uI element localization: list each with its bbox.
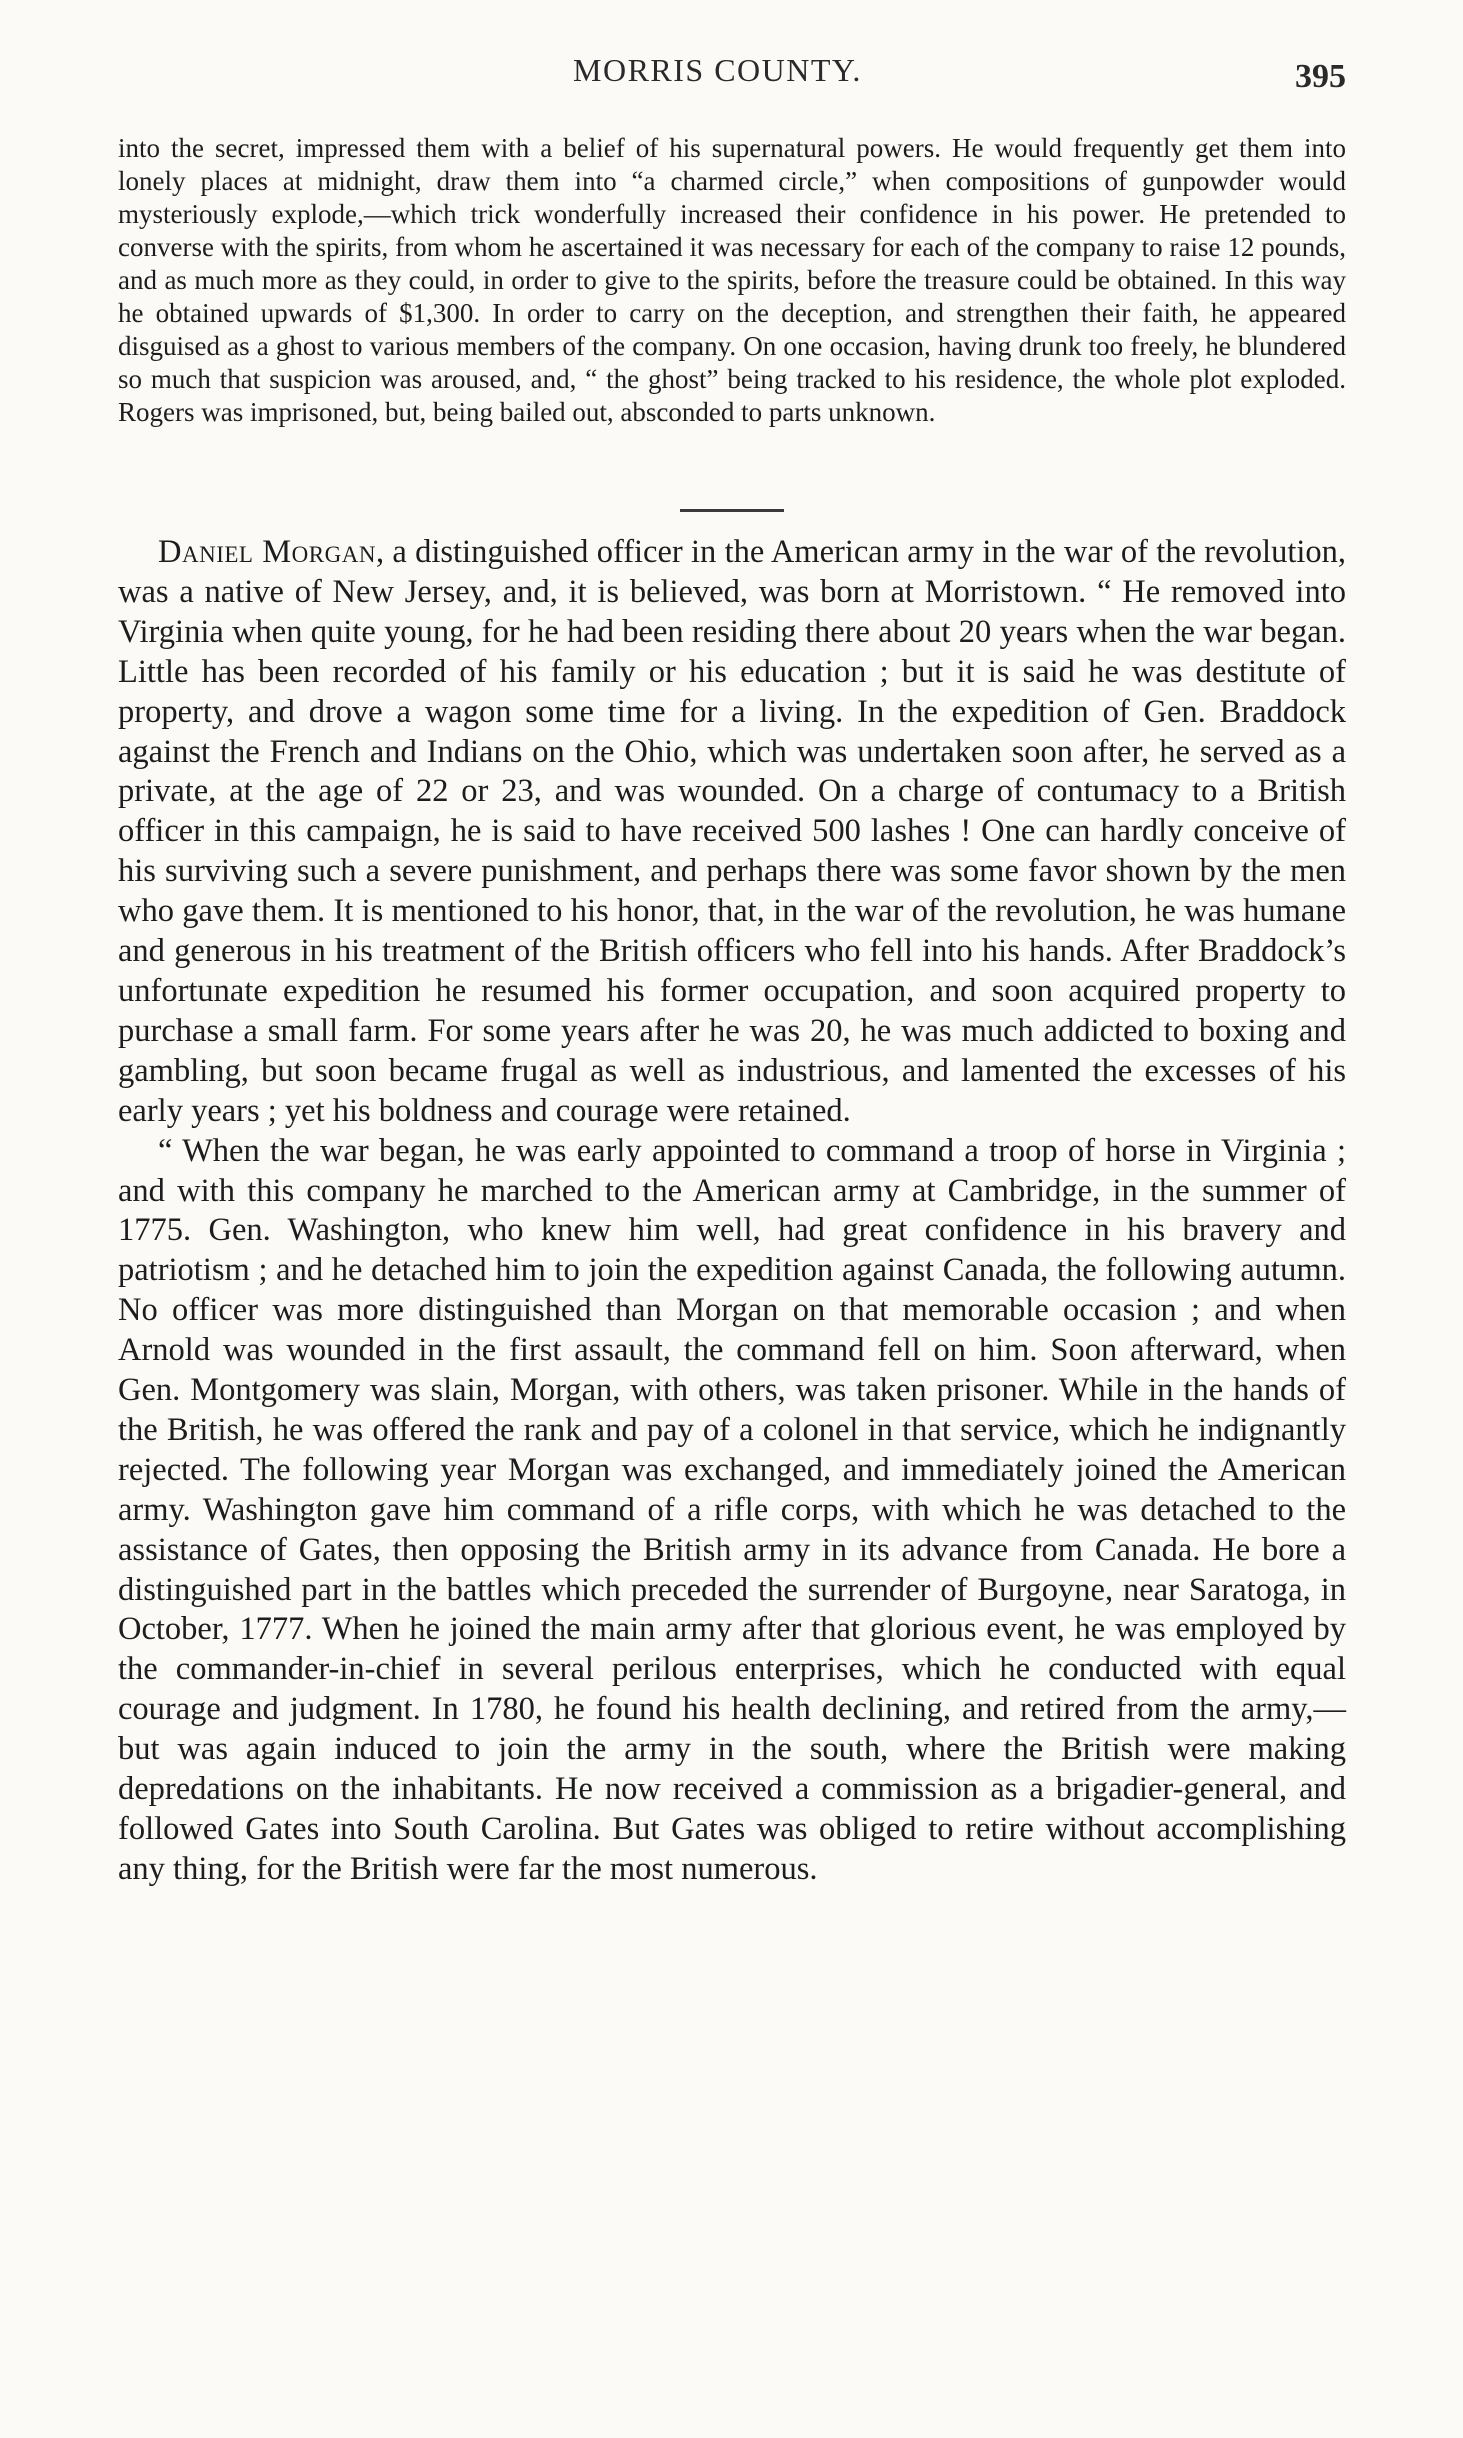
page-number: 395 [1295,58,1346,95]
morgan-section [118,533,1346,1890]
morgan-paragraph-2: “ When the war began, he was early appointed to command a troop of horse in Virginia ; and with this company he marched to the American army at Cambridge, in the summer of 1775. Gen. Washington, who knew him well, had great confidence in his bravery and patriotism ; and he detached him to join the expedition against Canada, the following autumn. No officer was more distinguished than Morgan on that memorable occasion ; and when Arnold was wounded in the first assault, the command fell on him. Soon afterward, when Gen. Montgomery was slain, Morgan, with others, was taken prisoner. While in the hands of the British, he was offered the rank and pay of a colonel in that service, which he indignantly rejected. The following year Morgan was exchanged, and immediately joined the American army. Washington gave him command of a rifle corps, with which he was detached to the assistance of Gates, then opposing the British army in its advance from Canada. He bore a distinguished part in the battles which preceded the surrender of Burgoyne, near Saratoga, in October, 1777. When he joined the main army after that glorious event, he was employed by the commander-in-chief in several perilous enterprises, which he conducted with equal courage and judgment. In 1780, he found his health declining, and retired from the army,—but was again induced to join the army in the south, where the British were making depredations on the inhabitants. He now received a commission as a brigadier-general, and followed Gates into South Carolina. But Gates was obliged to retire without accomplishing any thing, for the British were far the most numerous. [118,1132,1346,1887]
rogers-paragraph: into the secret, impressed them with a belief of his supernatural powers. He would frequently get them into lonely places at midnight, draw them into “a charmed circle,” when compositions of gunpowder would mysteriously explode,—which trick wonderfully increased their confidence in his power. He pretended to converse with the spirits, from whom he ascertained it was necessary for each of the company to raise 12 pounds, and as much more as they could, in order to give to the spirits, before the treasure could be obtained. In this way he obtained upwards of $1,300. In order to carry on the deception, and strengthen their faith, he appeared disguised as a ghost to various members of the company. On one occasion, having drunk too freely, he blundered so much that suspicion was aroused, and, “ the ghost” being tracked to his residence, the whole plot exploded. Rogers was imprisoned, but, being bailed out, absconded to parts unknown. [118,133,1346,427]
section-divider [680,509,784,512]
morgan-paragraph-1 [118,533,1346,1132]
rogers-section [118,132,1346,429]
running-title: MORRIS COUNTY. [573,52,862,88]
page-header [118,48,1346,98]
morgan-name: Daniel Morgan [158,534,376,570]
morgan-paragraph-1-text: , a distinguished officer in the American army in the war of the revolution, was a native of New Jersey, and, it is believed, was born at Morristown. “ He removed into Virginia when quite young, for he had been residing there about 20 years when the war began. Little has been recorded of his family or his education ; but it is said he was destitute of property, and drove a wagon some time for a living. In the expedition of Gen. Braddock against the French and Indians on the Ohio, which was undertaken soon after, he served as a private, at the age of 22 or 23, and was wounded. On a charge of contumacy to a British officer in this campaign, he is said to have received 500 lashes ! One can hardly conceive of his surviving such a severe punishment, and perhaps there was some favor shown by the men who gave them. It is mentioned to his honor, that, in the war of the revolution, he was humane and generous in his treatment of the British officers who fell into his hands. After Braddock’s unfortunate expedition he resumed his former occupation, and soon acquired property to purchase a small farm. For some years after he was 20, he was much addicted to boxing and gambling, but soon became frugal as well as industrious, and lamented the excesses of his early years ; yet his boldness and courage were retained. [118,534,1346,1129]
